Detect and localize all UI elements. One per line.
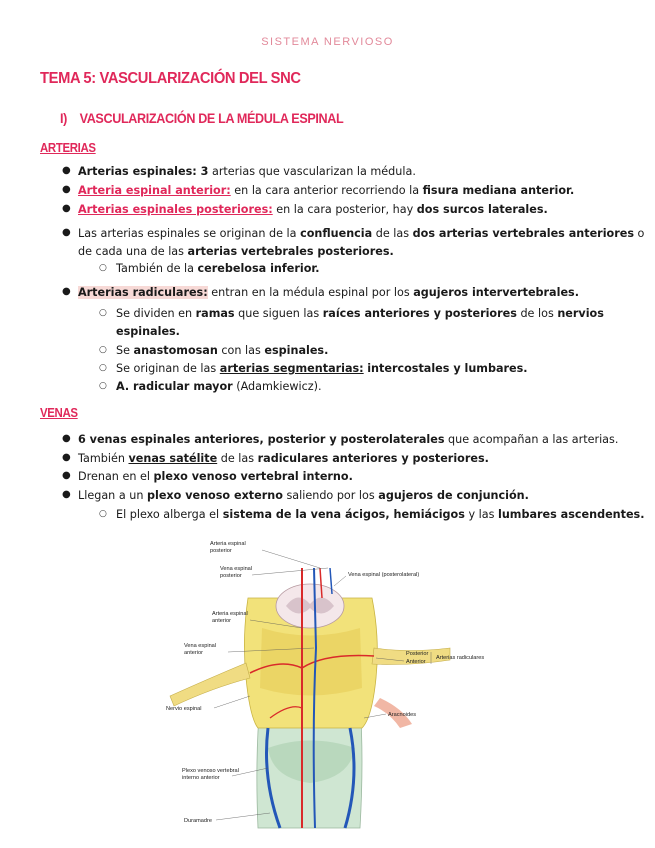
sub-list-item-continuation: espinales. <box>116 325 180 338</box>
bullet: ● <box>62 203 71 214</box>
arterias-heading: ARTERIAS <box>40 140 96 155</box>
topic-title: TEMA 5: VASCULARIZACIÓN DEL SNC <box>40 70 301 87</box>
label-plexo-venoso: Plexo venoso vertebral <box>182 768 239 774</box>
list-item: Arterias radiculares: entran en la médula espinal por los agujeros intervertebrales. <box>78 286 579 299</box>
sub-bullet: ○ <box>99 345 107 355</box>
label-arteria-espinal-anterior-2: anterior <box>212 618 231 624</box>
list-item: 6 venas espinales anteriores, posterior y posterolaterales que acompañan a las arterias. <box>78 433 619 446</box>
section-title-text: VASCULARIZACIÓN DE LA MÉDULA ESPINAL <box>79 110 344 126</box>
sub-bullet: ○ <box>99 308 107 318</box>
label-anterior: Anterior <box>406 659 426 665</box>
section-number: I) <box>60 110 67 126</box>
list-item: Drenan en el plexo venoso vertebral interno. <box>78 470 353 483</box>
label-duramadre: Duramadre <box>184 818 212 824</box>
page-header: SISTEMA NERVIOSO <box>261 36 394 48</box>
list-item: También venas satélite de las radiculares anteriores y posteriores. <box>78 452 489 465</box>
venas-heading: VENAS <box>40 405 78 420</box>
label-nervio-espinal: Nervio espinal <box>166 706 202 712</box>
sub-list-item: El plexo alberga el sistema de la vena ácigos, hemiácigos y las lumbares ascendentes. <box>116 508 645 521</box>
label-vena-posterolateral: Vena espinal (posterolateral) <box>348 572 420 578</box>
label-arteria-espinal-posterior-2: posterior <box>210 548 232 554</box>
sub-bullet: ○ <box>99 363 107 373</box>
label-aracnoides: Aracnoides <box>388 712 416 718</box>
spinal-cord-vascularization-figure <box>150 528 520 846</box>
sub-bullet: ○ <box>99 381 107 391</box>
list-item-continuation: de cada una de las arterias vertebrales posteriores. <box>78 245 394 258</box>
bullet: ● <box>62 489 71 500</box>
sub-list-item: Se dividen en ramas que siguen las raíces anteriores y posteriores de los nervios <box>116 307 604 320</box>
bullet: ● <box>62 184 71 195</box>
spinal-nerve-left <box>170 663 250 706</box>
list-item: Llegan a un plexo venoso externo saliendo por los agujeros de conjunción. <box>78 489 529 502</box>
bullet: ● <box>62 452 71 463</box>
sub-list-item: Se anastomosan con las espinales. <box>116 344 329 357</box>
bullet: ● <box>62 433 71 444</box>
sub-list-item: También de la cerebelosa inferior. <box>116 262 320 275</box>
arachnoid-layer <box>260 628 362 696</box>
label-arteria-espinal-posterior: Arteria espinal <box>210 541 246 547</box>
label-plexo-venoso-2: interno anterior <box>182 775 220 781</box>
sub-bullet: ○ <box>99 509 107 519</box>
sub-list-item: Se originan de las arterias segmentarias: intercostales y lumbares. <box>116 362 528 375</box>
list-item: Arterias espinales posteriores: en la cara posterior, hay dos surcos laterales. <box>78 203 548 216</box>
section-title <box>60 110 343 126</box>
label-vena-espinal-anterior-2: anterior <box>184 650 203 656</box>
sub-list-item: A. radicular mayor (Adamkiewicz). <box>116 380 322 393</box>
bullet: ● <box>62 227 71 238</box>
list-item: Arteria espinal anterior: en la cara anterior recorriendo la fisura mediana anterior. <box>78 184 575 197</box>
label-posterior: Posterior <box>406 651 429 657</box>
list-item: Las arterias espinales se originan de la confluencia de las dos arterias vertebrales anteriores o <box>78 227 645 240</box>
bullet: ● <box>62 470 71 481</box>
label-vena-espinal-posterior: Vena espinal <box>220 566 253 572</box>
bullet: ● <box>62 165 71 176</box>
sub-bullet: ○ <box>99 263 107 273</box>
label-vena-espinal-posterior-2: posterior <box>220 573 242 579</box>
list-item: Arterias espinales: 3 arterias que vascularizan la médula. <box>78 165 416 178</box>
bullet: ● <box>62 286 71 297</box>
label-vena-espinal-anterior: Vena espinal <box>184 643 217 649</box>
label-arterias-radiculares: Arterias radiculares <box>436 655 485 661</box>
label-arteria-espinal-anterior: Arteria espinal <box>212 611 248 617</box>
